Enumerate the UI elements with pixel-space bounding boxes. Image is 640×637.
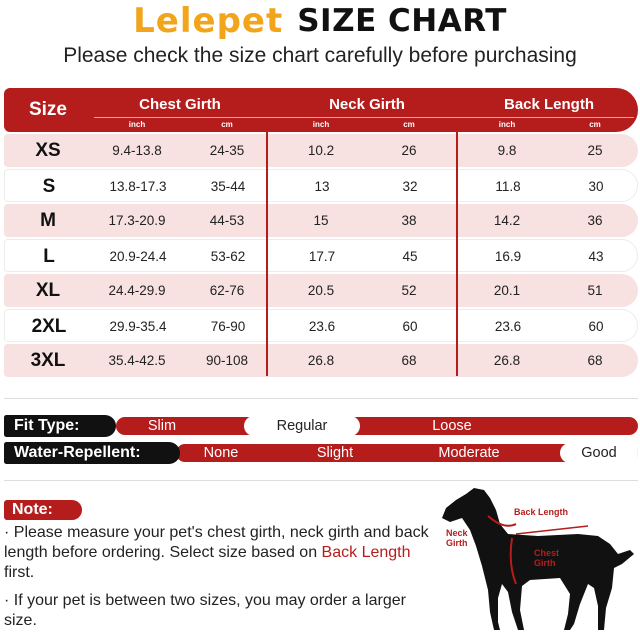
unit-inch: inch — [498, 120, 516, 129]
subtitle: Please check the size chart carefully before purchasing — [63, 44, 577, 67]
water-option-moderate: Moderate — [438, 445, 500, 461]
table-row — [4, 239, 638, 272]
table-cell: 20.9-24.4 — [109, 249, 167, 264]
table-cell: 14.2 — [493, 213, 521, 228]
table-cell: 30 — [588, 179, 604, 194]
table-row — [4, 274, 638, 307]
table-cell: 76-90 — [210, 319, 246, 334]
size-cell: S — [42, 175, 56, 197]
table-cell: 35-44 — [210, 179, 246, 194]
table-cell: 10.2 — [307, 143, 335, 158]
size-cell: XL — [35, 279, 61, 301]
chest-girth-label: Chest — [534, 548, 560, 558]
table-header — [4, 88, 638, 132]
size-column-header: Size — [28, 99, 68, 120]
table-row — [4, 204, 638, 237]
table-cell: 44-53 — [209, 213, 245, 228]
table-cell: 68 — [587, 353, 603, 368]
table-cell: 26.8 — [493, 353, 521, 368]
note-text-1 — [4, 523, 434, 583]
table-cell: 24.4-29.9 — [108, 283, 166, 298]
fit-option-loose: Loose — [432, 418, 472, 434]
dog-measurement-diagram — [438, 484, 638, 637]
fit-type-band — [4, 415, 638, 437]
table-cell: 13.8-17.3 — [109, 179, 167, 194]
chest-girth-header: Chest Girth — [139, 96, 221, 113]
table-cell: 43 — [588, 249, 604, 264]
unit-cm: cm — [221, 120, 233, 129]
water-option-none: None — [203, 445, 239, 461]
table-cell: 36 — [587, 213, 603, 228]
table-cell: 20.1 — [493, 283, 521, 298]
header-rule — [94, 117, 634, 118]
chest-girth-label: Girth — [534, 558, 556, 568]
table-cell: 53-62 — [210, 249, 246, 264]
table-row — [4, 309, 638, 342]
brand-logo: Lelepet — [133, 1, 284, 41]
divider — [4, 398, 638, 399]
neck-girth-header: Neck Girth — [329, 96, 405, 113]
table-cell: 20.5 — [307, 283, 335, 298]
size-cell: L — [43, 245, 55, 267]
table-cell: 26.8 — [307, 353, 335, 368]
table-cell: 9.8 — [497, 143, 517, 158]
unit-cm: cm — [403, 120, 415, 129]
table-cell: 62-76 — [209, 283, 245, 298]
table-cell: 60 — [402, 319, 418, 334]
page-title: SIZE CHART — [297, 3, 507, 39]
note-text-2: · If your pet is between two sizes, you may order a larger size. — [4, 592, 406, 629]
table-cell: 23.6 — [494, 319, 522, 334]
back-length-label: Back Length — [514, 507, 569, 517]
table-cell: 26 — [401, 143, 417, 158]
table-row — [4, 344, 638, 377]
fit-type-label: Fit Type: — [4, 415, 116, 437]
note-text: first. — [4, 564, 35, 581]
table-cell: 15 — [313, 213, 329, 228]
note-label: Note: — [4, 500, 82, 520]
table-cell: 11.8 — [495, 179, 521, 194]
table-cell: 17.7 — [308, 249, 336, 264]
table-cell: 17.3-20.9 — [108, 213, 166, 228]
table-cell: 68 — [401, 353, 417, 368]
table-cell: 29.9-35.4 — [109, 319, 167, 334]
header — [0, 0, 640, 42]
back-length-mark — [516, 526, 588, 534]
unit-inch: inch — [128, 120, 146, 129]
note-highlight: Back Length — [321, 544, 411, 561]
size-cell: XS — [35, 139, 61, 161]
water-repellent-label: Water-Repellent: — [4, 442, 180, 464]
table-cell: 23.6 — [308, 319, 336, 334]
divider — [4, 480, 638, 481]
table-cell: 9.4-13.8 — [112, 143, 162, 158]
table-cell: 45 — [402, 249, 418, 264]
table-cell: 52 — [401, 283, 417, 298]
table-cell: 60 — [588, 319, 604, 334]
size-table — [4, 88, 638, 377]
water-repellent-band — [4, 442, 638, 464]
table-cell: 24-35 — [209, 143, 245, 158]
table-cell: 16.9 — [494, 249, 522, 264]
table-cell: 35.4-42.5 — [108, 353, 166, 368]
water-option-slight: Slight — [316, 445, 354, 461]
column-divider — [456, 132, 458, 376]
table-cell: 38 — [401, 213, 417, 228]
neck-girth-label: Girth — [446, 538, 468, 548]
table-row — [4, 134, 638, 167]
size-cell: 3XL — [30, 349, 66, 371]
fit-option-regular: Regular — [244, 416, 360, 436]
unit-cm: cm — [589, 120, 601, 129]
fit-option-slim: Slim — [147, 418, 177, 434]
column-divider — [266, 132, 268, 376]
note-text: · Please measure your pet's chest girth, neck girth and back length before ordering. Select size based on — [4, 524, 429, 561]
water-option-good: Good — [560, 443, 638, 463]
table-cell: 13 — [314, 179, 330, 194]
size-cell: 2XL — [31, 315, 67, 337]
unit-inch: inch — [312, 120, 330, 129]
table-cell: 90-108 — [205, 353, 249, 368]
table-row — [4, 169, 638, 202]
neck-girth-label: Neck — [446, 528, 468, 538]
table-cell: 51 — [587, 283, 603, 298]
back-length-header: Back Length — [503, 96, 594, 113]
table-cell: 25 — [587, 143, 603, 158]
size-cell: M — [40, 209, 56, 231]
table-cell: 32 — [402, 179, 418, 194]
